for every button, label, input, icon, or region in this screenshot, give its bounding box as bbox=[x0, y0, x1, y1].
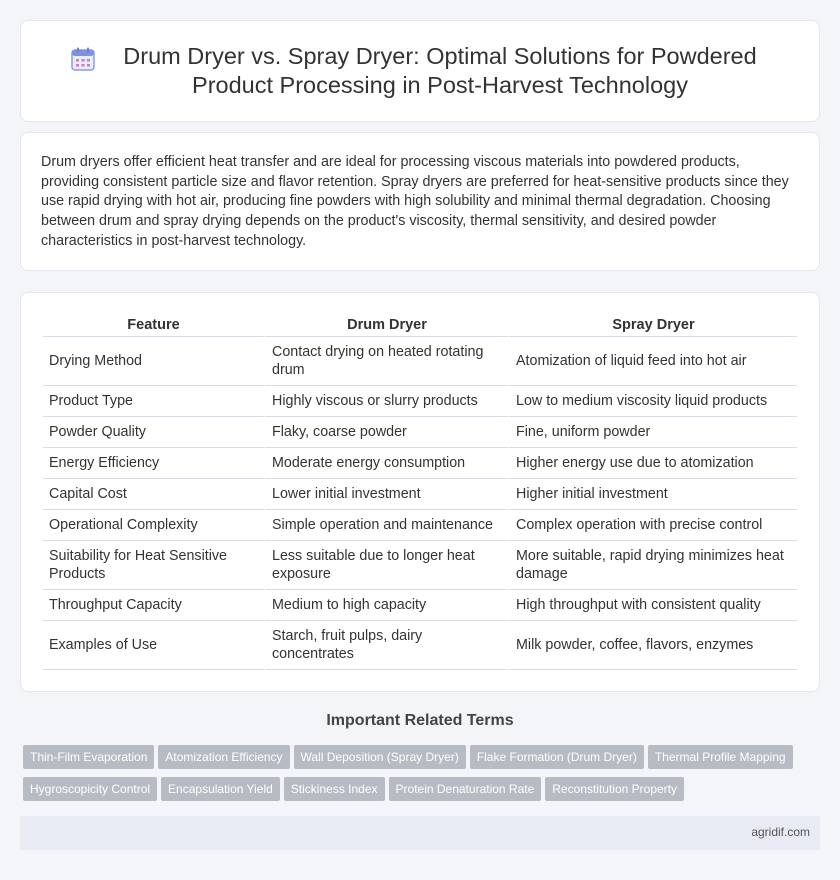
spray-dryer-cell: Higher energy use due to atomization bbox=[508, 448, 797, 479]
comparison-table bbox=[43, 313, 797, 670]
spray-dryer-cell: Fine, uniform powder bbox=[508, 417, 797, 448]
table-row bbox=[43, 417, 797, 448]
calendar-icon bbox=[70, 46, 96, 72]
spray-dryer-cell: Low to medium viscosity liquid products bbox=[508, 386, 797, 417]
feature-cell: Capital Cost bbox=[43, 479, 264, 510]
feature-cell: Drying Method bbox=[43, 337, 264, 386]
term-tag[interactable]: Protein Denaturation Rate bbox=[389, 777, 542, 801]
spray-dryer-cell: Complex operation with precise control bbox=[508, 510, 797, 541]
drum-dryer-cell: Simple operation and maintenance bbox=[264, 510, 508, 541]
feature-cell: Powder Quality bbox=[43, 417, 264, 448]
page-title: Drum Dryer vs. Spray Dryer: Optimal Solutions for Powdered Product Processing in Post-Harvest Technology bbox=[123, 43, 757, 98]
feature-cell: Operational Complexity bbox=[43, 510, 264, 541]
spray-dryer-cell: Milk powder, coffee, flavors, enzymes bbox=[508, 621, 797, 670]
drum-dryer-cell: Lower initial investment bbox=[264, 479, 508, 510]
header-feature: Feature bbox=[43, 313, 264, 337]
intro-card bbox=[20, 132, 820, 271]
intro-paragraph: Drum dryers offer efficient heat transfer and are ideal for processing viscous materials into powdered products, providing consistent particle size and flavor retention. Spray dryers are preferred for heat-sensitive products since they use rapid drying with hot air, producing fine powders with high solubility and minimal thermal degradation. Choosing between drum and spray drying depends on the product's viscosity, thermal sensitivity, and desired powder characteristics in post-harvest technology. bbox=[41, 154, 789, 249]
feature-cell: Energy Efficiency bbox=[43, 448, 264, 479]
term-tag[interactable]: Hygroscopicity Control bbox=[23, 777, 157, 801]
drum-dryer-cell: Starch, fruit pulps, dairy concentrates bbox=[264, 621, 508, 670]
spray-dryer-cell: Higher initial investment bbox=[508, 479, 797, 510]
feature-cell: Suitability for Heat Sensitive Products bbox=[43, 541, 264, 590]
drum-dryer-cell: Highly viscous or slurry products bbox=[264, 386, 508, 417]
drum-dryer-cell: Less suitable due to longer heat exposure bbox=[264, 541, 508, 590]
feature-cell: Examples of Use bbox=[43, 621, 264, 670]
table-header-row bbox=[43, 313, 797, 337]
header-card bbox=[20, 20, 820, 122]
spray-dryer-cell: More suitable, rapid drying minimizes heat damage bbox=[508, 541, 797, 590]
table-row bbox=[43, 386, 797, 417]
feature-cell: Product Type bbox=[43, 386, 264, 417]
drum-dryer-cell: Moderate energy consumption bbox=[264, 448, 508, 479]
table-row bbox=[43, 337, 797, 386]
footer-site-link[interactable]: agridif.com bbox=[751, 825, 810, 839]
term-tag[interactable]: Wall Deposition (Spray Dryer) bbox=[294, 745, 466, 769]
comparison-table-card bbox=[20, 292, 820, 692]
term-tag[interactable]: Thermal Profile Mapping bbox=[648, 745, 793, 769]
drum-dryer-cell: Flaky, coarse powder bbox=[264, 417, 508, 448]
spray-dryer-cell: High throughput with consistent quality bbox=[508, 590, 797, 621]
header-spray-dryer: Spray Dryer bbox=[508, 313, 797, 337]
related-terms-heading: Important Related Terms bbox=[326, 712, 514, 729]
title-wrap bbox=[70, 42, 770, 100]
header-drum-dryer: Drum Dryer bbox=[264, 313, 508, 337]
term-tag[interactable]: Flake Formation (Drum Dryer) bbox=[470, 745, 644, 769]
drum-dryer-cell: Medium to high capacity bbox=[264, 590, 508, 621]
table-row bbox=[43, 590, 797, 621]
term-tag[interactable]: Reconstitution Property bbox=[545, 777, 684, 801]
feature-cell: Throughput Capacity bbox=[43, 590, 264, 621]
spray-dryer-cell: Atomization of liquid feed into hot air bbox=[508, 337, 797, 386]
term-tag[interactable]: Thin-Film Evaporation bbox=[23, 745, 154, 769]
table-row bbox=[43, 448, 797, 479]
table-row bbox=[43, 479, 797, 510]
related-terms-list bbox=[23, 745, 823, 809]
table-row bbox=[43, 541, 797, 590]
term-tag[interactable]: Encapsulation Yield bbox=[161, 777, 280, 801]
drum-dryer-cell: Contact drying on heated rotating drum bbox=[264, 337, 508, 386]
table-row bbox=[43, 621, 797, 670]
table-row bbox=[43, 510, 797, 541]
term-tag[interactable]: Stickiness Index bbox=[284, 777, 385, 801]
term-tag[interactable]: Atomization Efficiency bbox=[158, 745, 289, 769]
footer bbox=[20, 816, 820, 850]
